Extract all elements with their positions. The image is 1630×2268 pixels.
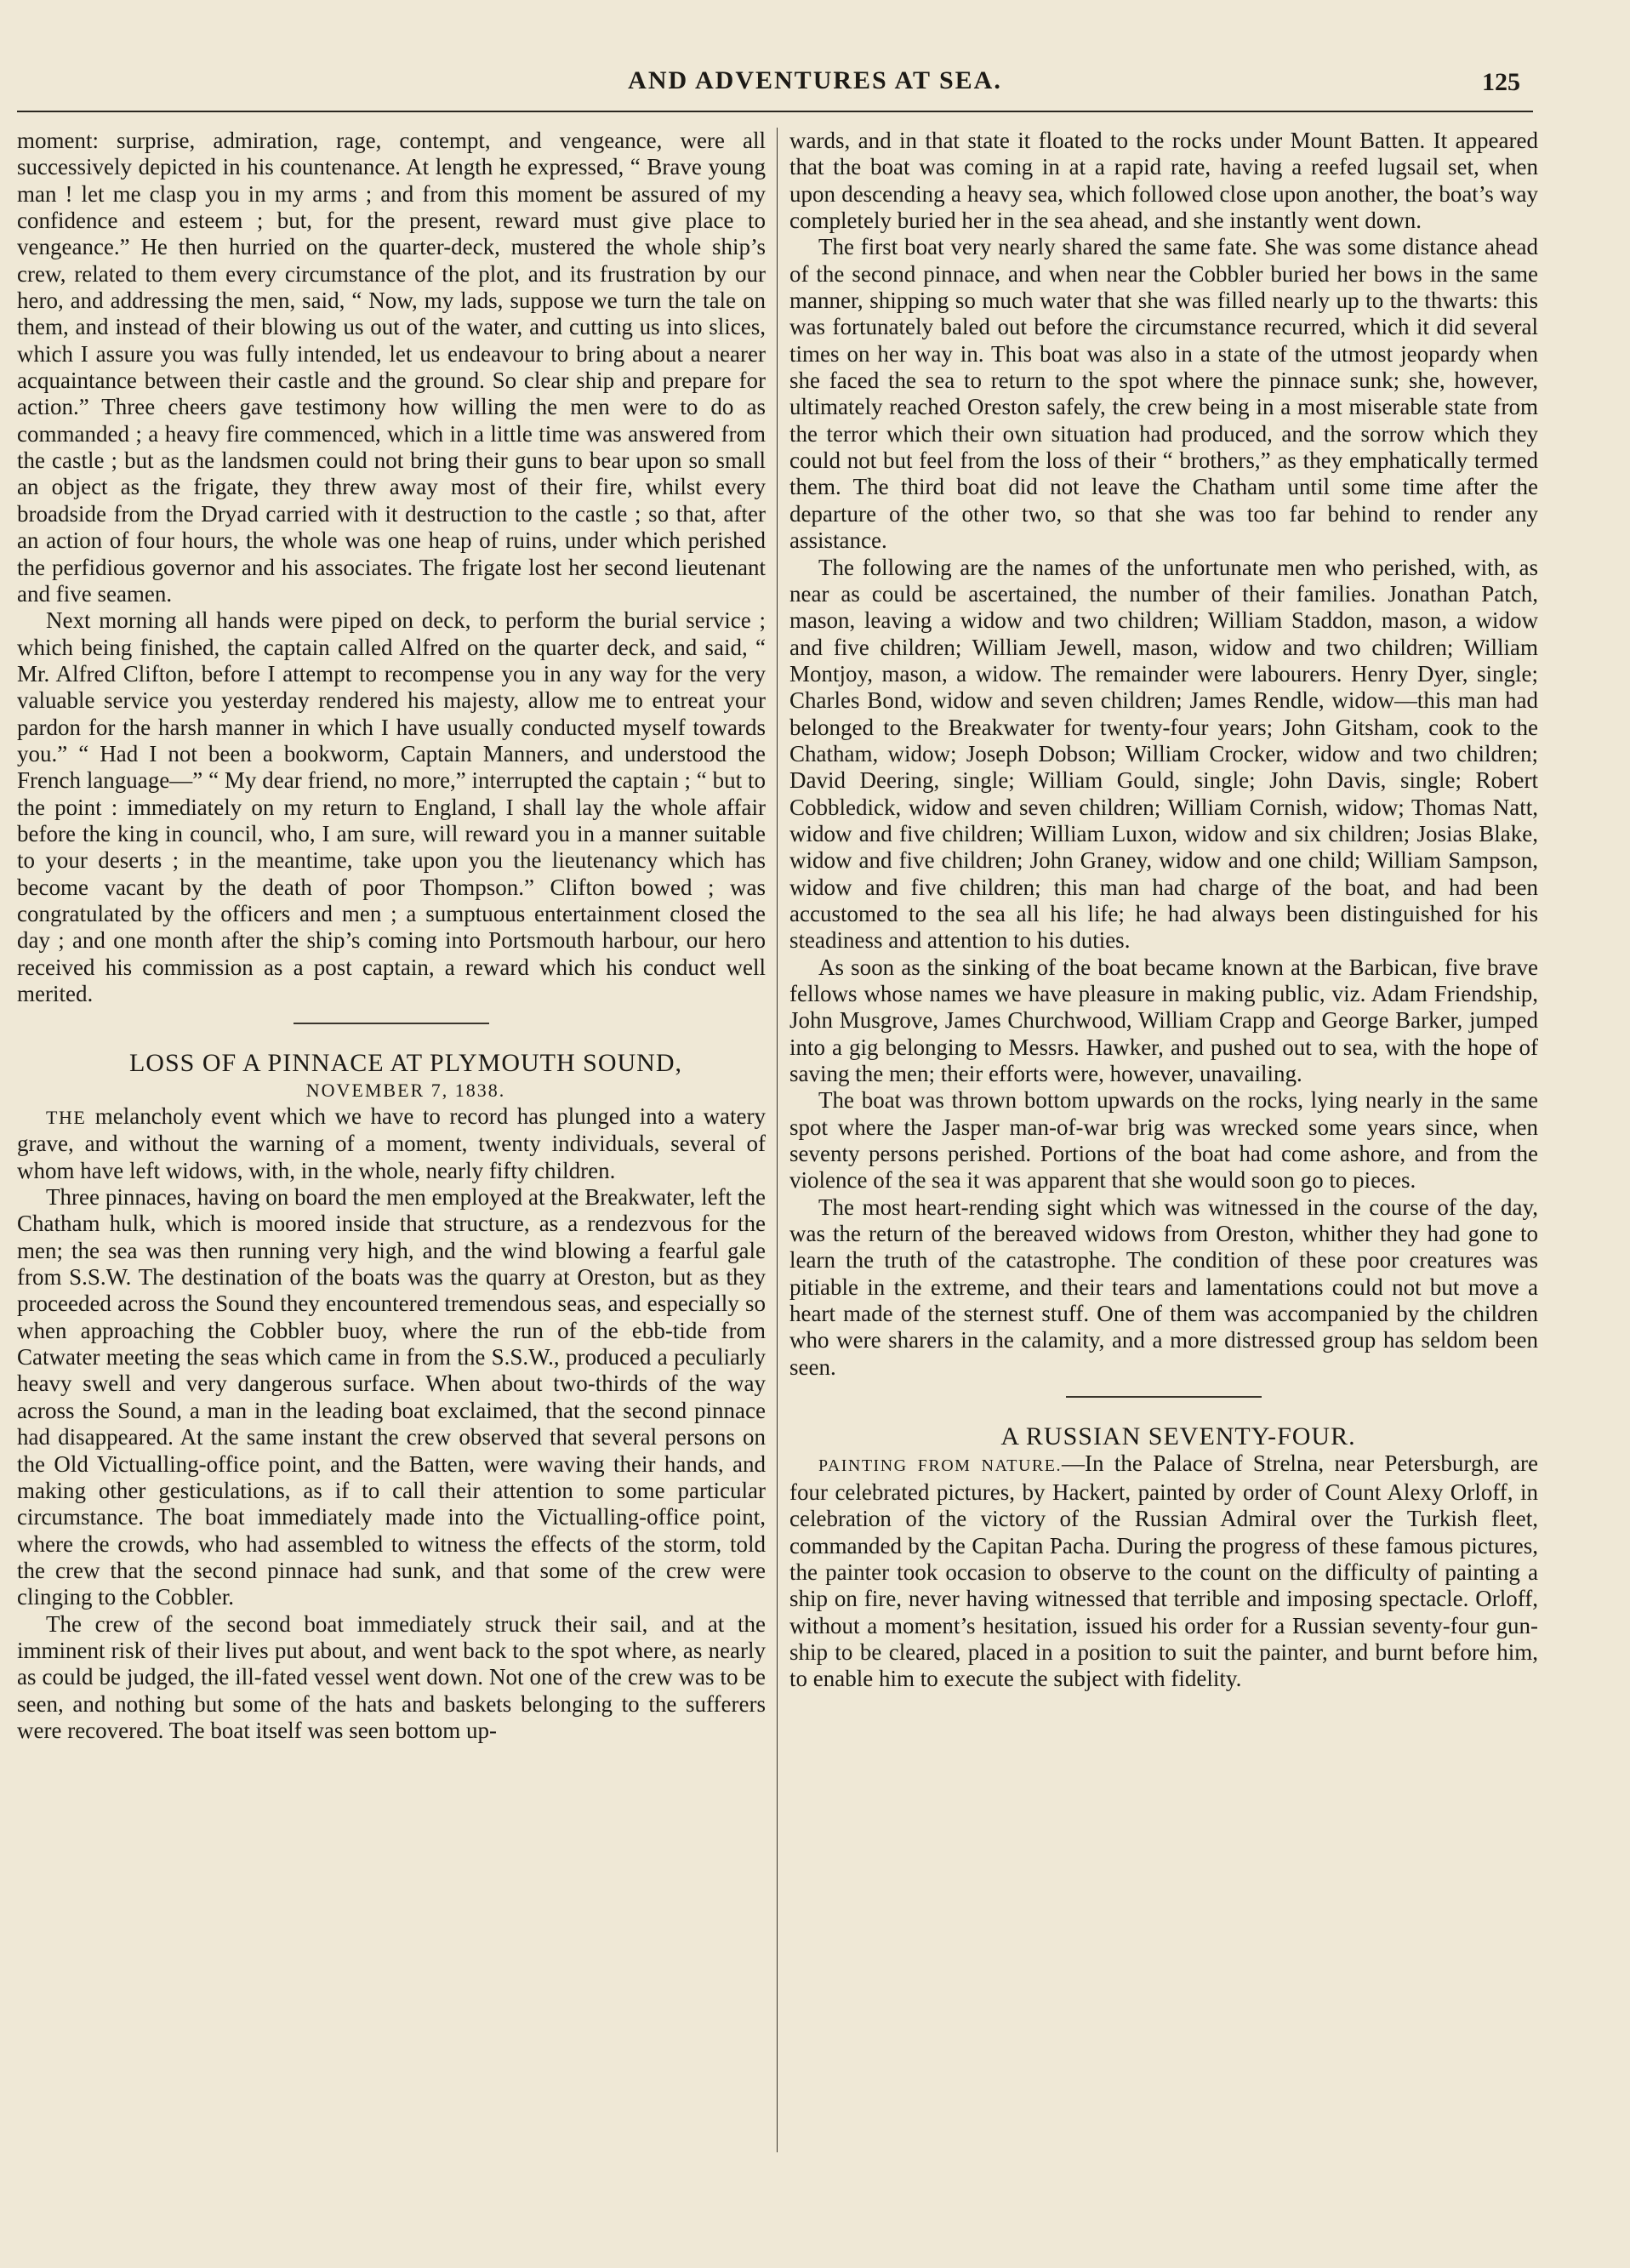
right-column [789,128,1538,1693]
paragraph: The first boat very nearly shared the same fate. She was some distance ahead of the second pinnace, and when near the Cobbler buried her bows in the same manner, shipping so much water that she was filled nearly up to the thwarts: this was fortunately baled out before the circumstance recurred, which it did several times on her way in. This boat was also in a state of the utmost jeopardy when she faced the sea to return to the spot where the pinnace sunk; she, however, ultimately reached Oreston safely, the crew being in a most miserable state from the terror which their own situation had produced, and the sorrow which they could not but feel from the loss of their “ brothers,” as they emphatically termed them. The third boat did not leave the Chatham until some time after the departure of the other two, so that she was too far behind to render any assistance. [789,234,1538,554]
lead-phrase: PAINTING FROM NATURE. [818,1456,1062,1475]
paragraph [789,1450,1538,1693]
header-rule [17,111,1533,112]
section-divider [294,1023,489,1024]
article-date: NOVEMBER 7, 1838. [305,1079,506,1101]
paragraph: The crew of the second boat immediately struck their sail, and at the imminent risk of their lives put about, and went back to the spot where, as nearly as could be judged, the ill-fated vessel went down. Not one of the crew was to be seen, and nothing but some of the hats and baskets belonging to the sufferers were recovered. The boat itself was seen bottom up- [17,1610,766,1743]
article-title: A RUSSIAN SEVENTY-FOUR. [1000,1422,1356,1451]
lead-word: THE [46,1107,87,1129]
column-divider [777,128,778,2152]
paragraph: wards, and in that state it floated to the rocks under Mount Batten. It appeared that the boat was coming in at a rapid rate, having a reefed lugsail set, when upon descending a heavy sea, which followed close upon another, the boat’s way completely buried her in the sea ahead, and she instantly went down. [789,128,1538,234]
paragraph: The following are the names of the unfortunate men who perished, with, as near as could be ascertained, the number of their families. Jonathan Patch, mason, leaving a widow and two children; William Staddon, mason, a widow and five children; William Jewell, mason, widow and two children; William Montjoy, mason, a widow. The remainder were labourers. Henry Dyer, single; Charles Bond, widow and seven children; James Rendle, widow—this man had belonged to the Breakwater for twenty-four years; John Gitsham, cook to the Chatham, widow; Joseph Dobson; William Crocker, widow and two children; David Deering, single; William Gould, single; John Davis, single; Robert Cobbledick, widow and seven children; William Cornish, widow; Thomas Natt, widow and five children; William Luxon, widow and six children; Josias Blake, widow and five children; John Graney, widow and one child; William Sampson, widow and five children; this man had charge of the boat, and had been accustomed to the sea all his life; he had always been distinguished for his steadiness and attention to his duties. [789,554,1538,954]
paragraph: Next morning all hands were piped on deck, to perform the burial service ; which being finished, the captain called Alfred on the quarter deck, and said, “ Mr. Alfred Clifton, before I attempt to recompense you in any way for the very valuable service you yesterday rendered his majesty, allow me to entreat your pardon for the harsh manner in which I have usually conducted myself towards you.” “ Had I not been a bookworm, Captain Manners, and understood the French language—” “ My dear friend, no more,” interrupted the captain ; “ but to the point : immediately on my return to England, I shall lay the whole affair before the king in council, who, I am sure, will reward you in a manner suitable to your deserts ; in the meantime, take upon you the lieutenancy which has become vacant by the death of poor Thompson.” Clifton bowed ; was congratulated by the officers and men ; a sumptuous entertainment closed the day ; and one month after the ship’s coming into Portsmouth harbour, our hero received his commission as a post captain, a reward which his conduct well merited. [17,607,766,1006]
paragraph: The most heart-rending sight which was witnessed in the course of the day, was the return of the bereaved widows from Oreston, whither they had gone to learn the truth of the catastrophe. The condition of these poor creatures was pitiable in the extreme, and their tears and lamentations could not but move a heart made of the sternest stuff. One of them was accompanied by the children who were sharers in the calamity, and a more distressed group has seldom been seen. [789,1194,1538,1380]
section-divider [1066,1396,1262,1398]
paragraph: moment: surprise, admiration, rage, contempt, and vengeance, were all successively depicted in his countenance. At length he expressed, “ Brave young man ! let me clasp you in my arms ; and from this moment be assured of my confidence and esteem ; but, for the present, reward must give place to vengeance.” He then hurried on the quarter-deck, mustered the whole ship’s crew, related to them every circumstance of the plot, and its frustration by our hero, and addressing the men, said, “ Now, my lads, suppose we turn the tale on them, and instead of their blowing us out of the water, and cutting us into slices, which I assure you was fully intended, let us endeavour to bring about a nearer acquaintance between their castle and the ground. So clear ship and prepare for action.” Three cheers gave testimony how willing the men were to do as commanded ; a heavy fire commenced, which in a little time was answered from the castle ; but as the landsmen could not bring their guns to bear upon so small an object as the frigate, they threw away most of their fire, whilst every broadside from the Dryad carried with it destruction to the castle ; so that, after an action of four hours, the whole was one heap of ruins, under which perished the perfidious governor and his associates. The frigate lost her second lieutenant and five seamen. [17,128,766,607]
paragraph: As soon as the sinking of the boat became known at the Barbican, five brave fellows whose names we have pleasure in making public, viz. Adam Friendship, John Musgrove, James Churchwood, William Crapp and George Barker, jumped into a gig belonging to Messrs. Hawker, and pushed out to sea, with the hope of saving the men; their efforts were, however, unavailing. [789,954,1538,1087]
left-column [17,128,766,1744]
paragraph: The boat was thrown bottom upwards on the rocks, lying nearly in the same spot where the Jasper man-of-war brig was wrecked some years since, when seventy persons perished. Portions of the boat had come ashore, and from the violence of the sea it was apparent that she would soon go to pieces. [789,1087,1538,1194]
paragraph-text: —In the Palace of Strelna, near Petersburgh, are four celebrated pictures, by Hackert, painted by order of Count Alexy Orloff, in celebration of the victory of the Russian Admiral over the Turkish fleet, commanded by the Capitan Pacha. During the progress of these famous pictures, the painter took occasion to observe to the count on the difficulty of painting a ship on fire, never having witnessed that terrible and imposing spectacle. Orloff, without a moment’s hesitation, issued his order for a Russian seventy-four gun-ship to be cleared, placed in a position to suit the painter, and burnt before him, to enable him to execute the subject with fidelity. [789,1450,1538,1692]
article-title: LOSS OF A PINNACE AT PLYMOUTH SOUND, [128,1049,683,1078]
page-number: 125 [1482,68,1520,96]
paragraph: Three pinnaces, having on board the men employed at the Breakwater, left the Chatham hulk, which is moored inside that structure, as a rendezvous for the men; the sea was then running very high, and the wind blowing a fearful gale from S.S.W. The destination of the boats was the quarry at Oreston, but as they proceeded across the Sound they encountered tremendous seas, and especially so when approaching the Cobbler buoy, where the run of the ebb-tide from Catwater meeting the seas which came in from the S.S.W., produced a peculiarly heavy swell and very dangerous surface. When about two-thirds of the way across the Sound, a man in the leading boat exclaimed, that the second pinnace had disappeared. At the same instant the crew observed that several persons on the Old Victualling-office point, and the Batten, were waving their hands, and making other gesticulations, as if to call their attention to some particular circumstance. The boat immediately made into the Victualling-office point, where the crowds, who had assembled to witness the effects of the storm, told the crew that the second pinnace had sunk, and that some of the crew were clinging to the Cobbler. [17,1184,766,1610]
paragraph-text: melancholy event which we have to record has plunged into a watery grave, and without the warning of a moment, twenty individuals, several of whom have left widows, with, in the whole, nearly fifty children. [17,1103,766,1183]
running-head: AND ADVENTURES AT SEA. [628,66,1002,94]
paragraph [17,1103,766,1184]
